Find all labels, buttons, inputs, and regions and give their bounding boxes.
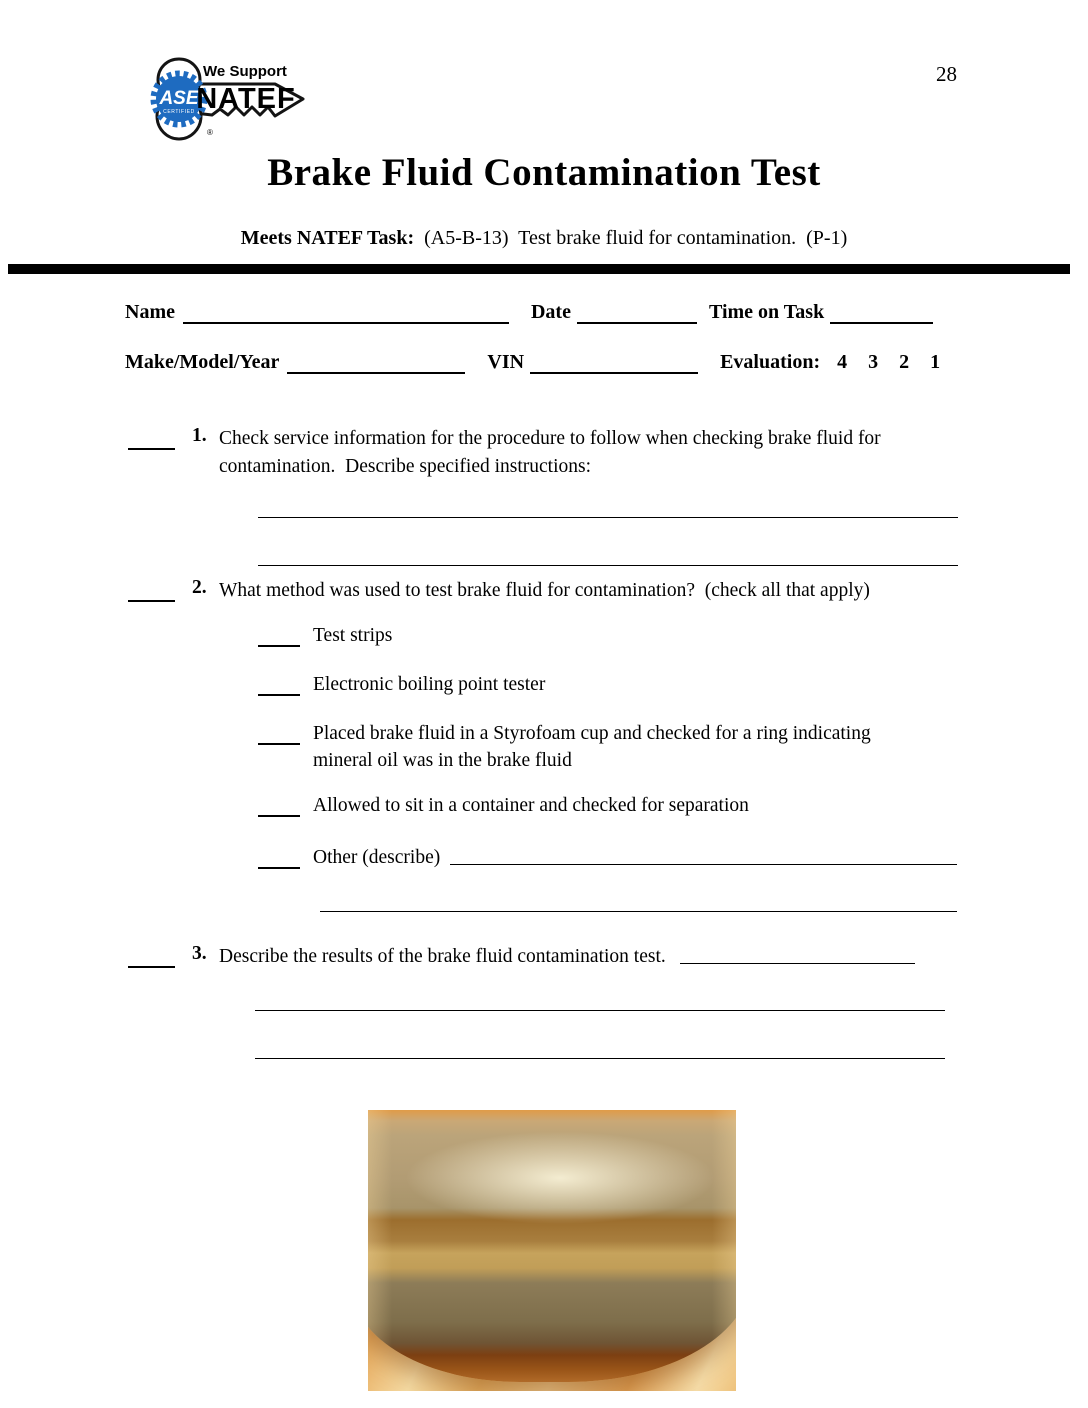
registered-mark: ® xyxy=(207,128,213,137)
key-logo-icon xyxy=(133,56,313,144)
question-2 xyxy=(128,577,979,605)
option-other-label: Other (describe) xyxy=(313,847,441,868)
brake-fluid-sample-photo xyxy=(368,1110,736,1391)
option-styrofoam-cup-checkbox[interactable] xyxy=(258,724,300,745)
question-3 xyxy=(128,943,958,971)
option-boiling-point-tester xyxy=(258,671,545,698)
option-boiling-point-tester-checkbox[interactable] xyxy=(258,675,300,696)
evaluation-value-2[interactable]: 2 xyxy=(899,351,910,373)
name-field[interactable] xyxy=(183,300,509,324)
make-model-year-field[interactable] xyxy=(287,350,465,374)
question-3-answer-line-2[interactable] xyxy=(255,1058,945,1059)
natef-ase-logo xyxy=(133,56,313,144)
evaluation-label: Evaluation: xyxy=(720,351,821,373)
option-other-continuation-line[interactable] xyxy=(320,911,957,912)
natef-task-label: Meets NATEF Task: xyxy=(240,227,415,249)
question-1-number: 1. xyxy=(192,425,207,446)
option-styrofoam-cup xyxy=(258,720,933,774)
option-styrofoam-cup-label: Placed brake fluid in a Styrofoam cup and checked for a ring indicating mineral oil was in the brake fluid xyxy=(313,723,876,771)
question-1-answer-line-2[interactable] xyxy=(258,565,958,566)
logo-natef-text: NATEF xyxy=(196,83,296,115)
question-1-answer-line-1[interactable] xyxy=(258,517,958,518)
evaluation-value-4[interactable]: 4 xyxy=(837,351,848,373)
question-1 xyxy=(128,425,961,481)
vin-label: VIN xyxy=(487,351,525,373)
question-1-text: Check service information for the procedure to follow when checking brake fluid for contamination. Describe specified instructions: xyxy=(219,428,886,477)
natef-task-line xyxy=(0,227,1088,250)
page-number: 28 xyxy=(936,62,957,86)
question-3-text: Describe the results of the brake fluid contamination test. xyxy=(219,946,666,967)
option-container-separation-label: Allowed to sit in a container and checked for separation xyxy=(313,795,749,816)
natef-task-text: (A5-B-13) Test brake fluid for contamination. (P-1) xyxy=(414,227,848,249)
option-other-checkbox[interactable] xyxy=(258,848,300,869)
ase-certified-text: CERTIFIED xyxy=(163,109,195,115)
question-3-number: 3. xyxy=(192,943,207,964)
date-label: Date xyxy=(530,301,571,323)
evaluation-value-1[interactable]: 1 xyxy=(930,351,941,373)
evaluation-value-3[interactable]: 3 xyxy=(868,351,879,373)
time-on-task-label: Time on Task xyxy=(708,301,825,323)
name-label: Name xyxy=(125,301,175,323)
question-3-grade-blank[interactable] xyxy=(128,946,175,968)
question-2-number: 2. xyxy=(192,577,207,598)
question-3-inline-answer-field[interactable] xyxy=(680,943,915,964)
option-boiling-point-tester-label: Electronic boiling point tester xyxy=(313,674,546,695)
fluid-container-image xyxy=(368,1110,736,1382)
date-field[interactable] xyxy=(577,300,697,324)
header-row-2 xyxy=(125,350,960,374)
option-other-describe-field[interactable] xyxy=(450,844,957,865)
option-test-strips-label: Test strips xyxy=(313,625,393,646)
question-2-text: What method was used to test brake fluid for contamination? (check all that apply) xyxy=(219,580,870,601)
ase-text: ASE xyxy=(159,88,199,109)
option-container-separation xyxy=(258,792,749,819)
divider-bar xyxy=(8,264,1070,274)
logo-support-text: We Support xyxy=(203,63,287,80)
make-model-year-label: Make/Model/Year xyxy=(125,351,280,373)
question-3-answer-line-1[interactable] xyxy=(255,1010,945,1011)
option-test-strips-checkbox[interactable] xyxy=(258,626,300,647)
option-other xyxy=(258,844,957,871)
time-on-task-field[interactable] xyxy=(830,300,933,324)
vin-field[interactable] xyxy=(530,350,698,374)
option-container-separation-checkbox[interactable] xyxy=(258,796,300,817)
question-1-grade-blank[interactable] xyxy=(128,428,175,450)
question-2-grade-blank[interactable] xyxy=(128,580,175,602)
page-title: Brake Fluid Contamination Test xyxy=(267,151,821,194)
option-test-strips xyxy=(258,622,392,649)
header-row-1 xyxy=(125,300,960,324)
